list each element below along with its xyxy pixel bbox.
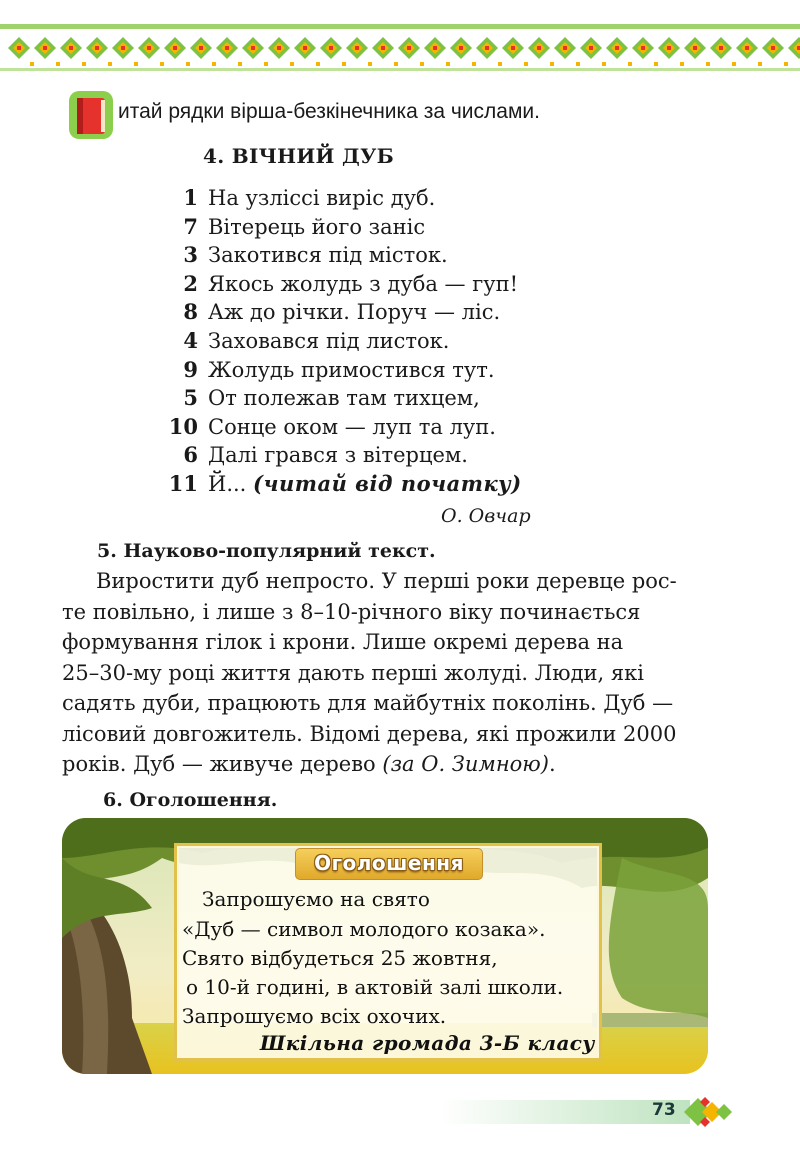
announcement-signature: Шкільна громада 3-Б класу — [260, 1031, 595, 1055]
poem-line-number: 2 — [183, 270, 198, 296]
paragraph-line — [62, 749, 710, 780]
poem-line-number: 7 — [183, 213, 198, 239]
poem-line-text: Заховався під листок. — [208, 328, 450, 353]
section-heading-5: 5. Науково-популярний текст. — [97, 540, 436, 562]
poem-line — [160, 384, 522, 413]
science-paragraph — [62, 566, 710, 780]
page-number-bar — [440, 1096, 740, 1128]
embroidery-ornament — [0, 18, 800, 76]
poem-line-number: 4 — [183, 327, 198, 353]
poem-line — [160, 270, 522, 299]
paragraph-line: садять дуби, працюють для майбутніх поколінь. Дуб — — [62, 691, 674, 715]
poem-line-text: Жолудь примостився тут. — [208, 357, 495, 382]
poem-lines — [160, 184, 522, 499]
instruction-text: итай рядки вірша-безкінечника за числами. — [118, 100, 540, 123]
poem-line-text: Аж до річки. Поруч — ліс. — [208, 300, 501, 325]
announcement-line: Запрошуємо всіх охочих. — [182, 1004, 447, 1028]
paragraph-line: Виростити дуб непросто. У перші роки деревце рос- — [96, 569, 677, 593]
paragraph-line: формування гілок і крони. Лише окремі дерева на — [62, 630, 624, 654]
announcement-line: Свято відбудеться 25 жовтня, — [182, 946, 498, 970]
poem-line-text: От полежав там тихцем, — [208, 386, 480, 411]
paragraph-last-text: років. Дуб — живуче дерево — [62, 752, 376, 776]
poem-line-number: 11 — [168, 470, 198, 496]
announcement-line: «Дуб — символ молодого козака». — [182, 917, 546, 941]
paragraph-line: 25–30-му році життя дають перші жолуді. Люди, які — [62, 660, 644, 685]
banner-title: Оголошення — [314, 851, 464, 875]
poem-line-text: Вітерець його заніс — [208, 214, 426, 239]
poem-line — [160, 184, 522, 213]
poem-line — [160, 213, 522, 242]
reading-instruction — [68, 90, 768, 140]
poem-line — [160, 356, 522, 385]
poem-line-text: На узліссі виріс дуб. — [208, 186, 436, 210]
poem-line-number: 9 — [183, 356, 198, 382]
paragraph-end: . — [548, 752, 556, 776]
announcement-line: о 10-й годині, в актовій залі школи. — [186, 975, 564, 999]
paragraph-line: те повільно, і лише з 8–10-річного віку починається — [62, 599, 641, 624]
poem-line-text: Й... — [208, 471, 247, 496]
poem-line-number: 1 — [183, 185, 198, 210]
announcement-banner — [295, 848, 483, 880]
poem-line-text: Якось жолудь з дуба — гуп! — [208, 271, 519, 296]
poem-title: 4. ВІЧНИЙ ДУБ — [203, 144, 395, 168]
poem-line — [160, 241, 522, 270]
poem-line — [160, 327, 522, 356]
poem-line — [160, 298, 522, 327]
poem-line — [160, 441, 522, 470]
announcement-card — [62, 818, 708, 1074]
poem-line-number: 10 — [168, 413, 198, 439]
announcement-line: Запрошуємо на свято — [202, 887, 430, 911]
book-icon — [68, 90, 114, 140]
poem-line-text: Сонце оком — луп та луп. — [208, 414, 496, 439]
poem-line-number: 5 — [183, 385, 198, 411]
paragraph-line: лісовий довгожитель. Відомі дерева, які прожили 2000 — [62, 721, 677, 746]
poem-author: О. Овчар — [441, 505, 531, 527]
poem-line — [160, 470, 522, 499]
poem-line-text: Далі грався з вітерцем. — [208, 443, 468, 468]
poem-line-number: 6 — [183, 442, 198, 468]
section-heading-6: 6. Оголошення. — [103, 789, 278, 811]
page-number: 73 — [652, 1100, 676, 1120]
poem-line — [160, 413, 522, 442]
poem-line-number: 8 — [183, 299, 198, 325]
poem-line-text: Закотився під місток. — [208, 243, 448, 268]
paragraph-source: (за О. Зимною) — [382, 752, 549, 776]
poem-note: (читай від початку) — [253, 470, 522, 496]
poem-line-number: 3 — [183, 242, 198, 268]
